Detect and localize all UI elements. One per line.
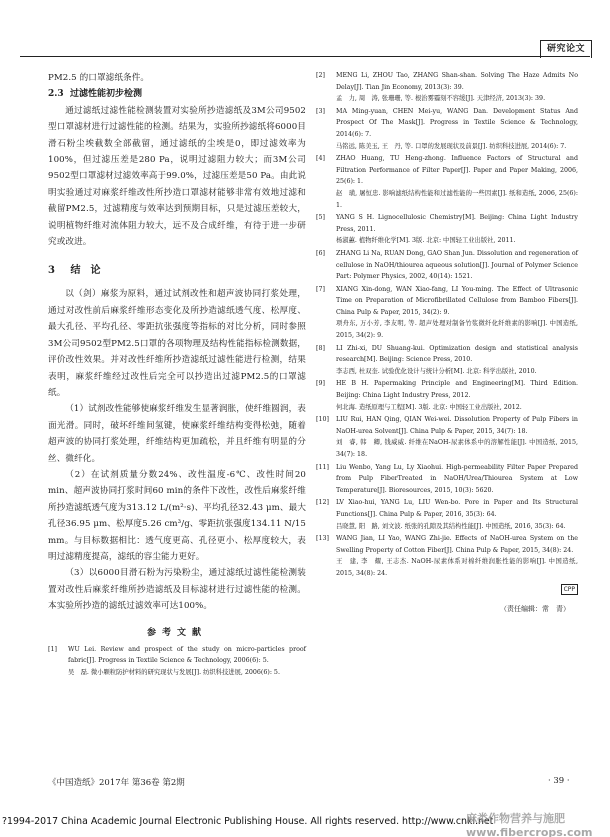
reference-item (316, 497, 578, 532)
editor-note: （责任编辑：常 青） (500, 604, 570, 613)
reference-item (316, 284, 578, 342)
reference-text (336, 153, 578, 211)
copyright-line: ?1994-2017 China Academic Journal Electronic Publishing House. All rights reserved. http://www.cnki.net (2, 816, 494, 827)
reference-text (336, 248, 578, 283)
reference-text (336, 462, 578, 497)
paragraph-filtration-test: 通过滤纸过滤性能检测装置对实验所抄造滤纸及3M公司9502型口罩滤材进行过滤性能的检测。结果为，实验所抄滤纸将6000目滑石粉尘埃截数全部截留，通过滤纸的尘埃是0，即过滤效率为100%，但过滤压差是280 Pa，说明过滤阻力较大；而3M公司9502型口罩滤材过滤效率高于99.0%，过滤压差是50 Pa。由此说明实验通过对麻浆纤维改性所抄造口罩滤材能够非常有效地过滤和截留PM2.5，过滤精度与效率达到预期目标，只是过滤压差较大，说明植物纤维对流体阻力较大，远不及合成纤维，有待于进一步研究或改进。 (48, 105, 306, 248)
reference-number: [4] (316, 155, 325, 163)
reference-cn: 赵 璜, 屠恒忠. 影响滤纸结构性能和过滤性能的一些因素[J]. 纸和造纸, 2006, 25(6): 1. (336, 189, 578, 209)
page-number: · 39 · (548, 776, 570, 786)
reference-en: WANG Jian, LI Yao, WANG Zhi-jie. Effects of NaOH-urea System on the Swelling Property of Cotton Fiber[J]. China Pulp & Paper, 2015, 34(8): 24. (336, 535, 578, 554)
reference-text (336, 343, 578, 378)
reference-number: [1] (48, 645, 57, 653)
paragraph-conclusion-3: （3）以6000目滑石粉为污染粉尘，通过滤纸过滤性能检测装置对改性后麻浆纤维所抄造滤纸及目标滤材进行过滤性能的检测。本实验所抄造的滤纸过滤效率可达100%。 (48, 568, 306, 612)
section-2-3-heading (48, 86, 306, 102)
references-title: 参考文献 (146, 627, 207, 638)
section-number: 2.3 (48, 89, 64, 100)
reference-cn: 杨淑蕙. 植物纤维化学[M]. 3版. 北京: 中国轻工业出版社, 2011. (336, 237, 516, 245)
watermark: 麻类作物营养与施肥 www.fibercrops.com (466, 812, 593, 837)
reference-cn: 孟 力, 周 涛, 张珊珊, 等. 根治雾霾刻不容缓[J]. 天津经济, 2013(3): 39. (336, 95, 546, 103)
reference-cn: 王 建, 李 耀, 王志杰. NaOH-尿素体系对棉纤维润胀性能的影响[J]. 中国造纸, 2015, 34(8): 24. (336, 558, 578, 577)
reference-item (316, 248, 578, 283)
reference-en: ZHAO Huang, TU Heng-zhong. Influence Factors of Structural and Filtration Performance of Filter Paper[J]. Paper and Paper Making, 2006, 25(6): 1. (336, 155, 578, 186)
journal-footer: 《中国造纸》2017年 第36卷 第2期 (48, 778, 185, 788)
reference-number: [13] (316, 535, 329, 543)
reference-cn: 刘 睿, 韩 卿, 钱威威. 纤维在NaOH-尿素体系中的溶解性能[J]. 中国造纸, 2015, 34(7): 18. (336, 439, 578, 458)
reference-text (336, 212, 578, 247)
reference-cn: 吕晓慧, 阳 路, 刘文波. 纸张的孔隙及其结构性能[J]. 中国造纸, 2016, 35(3): 64. (336, 522, 566, 530)
reference-number: [6] (316, 249, 325, 257)
reference-en: MENG Li, ZHOU Tao, ZHANG Shan-shan. Solving The Haze Admits No Delay[J]. Tian Jin Economy, 2013(3): 39. (336, 72, 578, 91)
reference-text (336, 414, 578, 460)
reference-number: [11] (316, 463, 329, 471)
reference-number: [10] (316, 416, 329, 424)
reference-en: YANG S H. Lignocellulosic Chemistry[M]. Beijing: China Light Industry Press, 2011. (336, 214, 578, 233)
reference-text (336, 497, 578, 532)
reference-number: [7] (316, 285, 325, 293)
reference-item (316, 414, 578, 460)
reference-text (336, 533, 578, 579)
reference-item (48, 644, 306, 679)
reference-text (68, 644, 306, 679)
section-title: 结 论 (70, 265, 101, 277)
reference-item (316, 212, 578, 247)
cpp-stamp: CPP (561, 584, 578, 595)
stamp-row (316, 579, 578, 598)
reference-list (316, 70, 578, 580)
section-number: 3 (48, 265, 55, 277)
reference-cn: 何北海. 造纸原理与工程[M]. 3版. 北京: 中国轻工业出版社, 2012. (336, 403, 522, 411)
reference-en: LI Zhi-xi, DU Shuang-kui. Optimization design and statistical analysis research[M]. Beijing: Science Press, 2010. (336, 344, 578, 364)
paragraph-conclusion-2: （2）在试剂质量分数24%、改性温度-6℃、改性时间20 min、超声波协同打浆时间60 min的条件下改性，改性后麻浆纤维所抄造滤纸透气度为313.12 L/(m²·s)、平均孔径32.43 μm、最大孔径36.95 μm、松厚度5.26 cm³/g、零距抗张强度134.11 N/15 mm。与目标数据相比：透气度更高、孔径更小、松厚度较大，表明过滤精度提高，滤纸的容尘能力更好。 (48, 469, 307, 562)
intro-line: PM2.5 的口罩滤纸条件。 (48, 73, 150, 83)
reference-item (316, 70, 578, 105)
reference-en: ZHANG Li Na, RUAN Dong, GAO Shan Jun. Dissolution and regeneration of cellulose in NaOH/thiourea aqueous solution[J]. Journal of Polymer Science Part: Polymer Physics, 2002, 40(14): 1521. (336, 249, 578, 281)
reference-item (316, 533, 578, 579)
reference-item (316, 462, 578, 497)
reference-en: XIANG Xin-dong, WAN Xiao-fang, LI You-ming. The Effect of Ultrasonic Time on Preparation of Microfibrillated Cellulose from Bamboo Fibers[J]. China Pulp & Paper, 2015, 34(2): 9. (336, 285, 578, 316)
section-tag: 研究论文 (540, 40, 592, 58)
reference-number: [9] (316, 380, 325, 388)
reference-cn: 吴 磊. 微小颗粒防护材料的研究现状与发展[J]. 纺织科技进展, 2006(6): 5. (68, 668, 280, 676)
reference-cn: 马铭远, 陈美玉, 王 丹, 等. 口罩的发展现状及前景[J]. 纺织科技进展, 2014(6): 7. (336, 142, 567, 150)
reference-en: HE B H. Papermaking Principle and Engineering[M]. Third Edition. Beijing: China Light Industry Press, 2012. (336, 380, 578, 400)
reference-item (316, 153, 578, 211)
paragraph-conclusion-1: （1）试剂改性能够使麻浆纤维发生显著润胀，使纤维圆润，表面光滑。同时，破坏纤维间氢键，使麻浆纤维结构变得松弛，随着超声波的协同打浆处理，纤维结构更加疏松，并且纤维有明显的分丝、微纤化。 (48, 404, 306, 464)
header-rule (20, 56, 590, 57)
reference-item (316, 378, 578, 413)
reference-number: [3] (316, 107, 325, 115)
reference-number: [2] (316, 72, 325, 79)
reference-en: Liu Wenbo, Yang Lu, Ly Xiaohui. High-permeability Filter Paper Prepared from Pulp FiberTreated in NaOH/Urea/Thiourea System at Low Temperature[J]. Bioresources, 2015, 10(3): 5620. (336, 463, 578, 494)
reference-text (336, 284, 578, 342)
section-title: 过滤性能初步检测 (69, 89, 142, 100)
section-3-heading (48, 262, 306, 280)
reference-en: WU Lei. Review and prospect of the study on micro-particles proof fabric[J]. Progress in Textile Science & Technology, 2006(6): 5. (68, 645, 306, 665)
reference-text (336, 70, 578, 105)
reference-en: MA Ming-yuan, CHEN Mei-yu, WANG Dan. Development Status And Prospect Of The Mask[J]. Progress in Textile Science & Technology, 2014(6): 7. (336, 107, 578, 138)
reference-text (336, 378, 578, 413)
reference-number: [12] (316, 499, 329, 507)
left-column (48, 70, 306, 679)
reference-item (316, 106, 578, 152)
reference-cn: 项舟东, 万小芳, 李友明, 等. 超声处理对制备竹浆微纤化纤维素的影响[J]. 中国造纸, 2015, 34(2): 9. (336, 320, 578, 340)
paragraph-conclusion-intro: 以（剑）麻浆为原料，通过试剂改性和超声波协同打浆处理，通过对改性前后麻浆纤维形态变化及所抄造滤纸透气度、松厚度、最大孔径、平均孔径、零距抗张强度等指标的对比分析，同时参照3M公司9502型PM2.5口罩的各项物理及结构性能指标检测数据，评价改性效果。并对改性纤维所抄造滤纸过滤性能进行检测，结果表明，麻浆纤维经过改性后完全可以抄造出过滤PM2.5的口罩滤纸。 (48, 289, 306, 398)
reference-en: LIU Rui, HAN Qing, QIAN Wei-wei. Dissolution Property of Pulp Fibers in NaOH-urea Solvent[J]. China Pulp & Paper, 2015, 34(7): 18. (336, 416, 578, 435)
reference-cn: 李志西, 杜双奎. 试验优化设计与统计分析[M]. 北京: 科学出版社, 2010. (336, 367, 537, 375)
right-column (316, 70, 578, 614)
reference-text (336, 106, 578, 152)
reference-number: [8] (316, 344, 325, 352)
reference-item (316, 343, 578, 378)
reference-en: LV Xiao-hui, YANG Lu, LIU Wen-bo. Pore in Paper and Its Structural Functions[J]. China Pulp & Paper, 2016, 35(3): 64. (336, 499, 578, 518)
reference-number: [5] (316, 214, 325, 222)
